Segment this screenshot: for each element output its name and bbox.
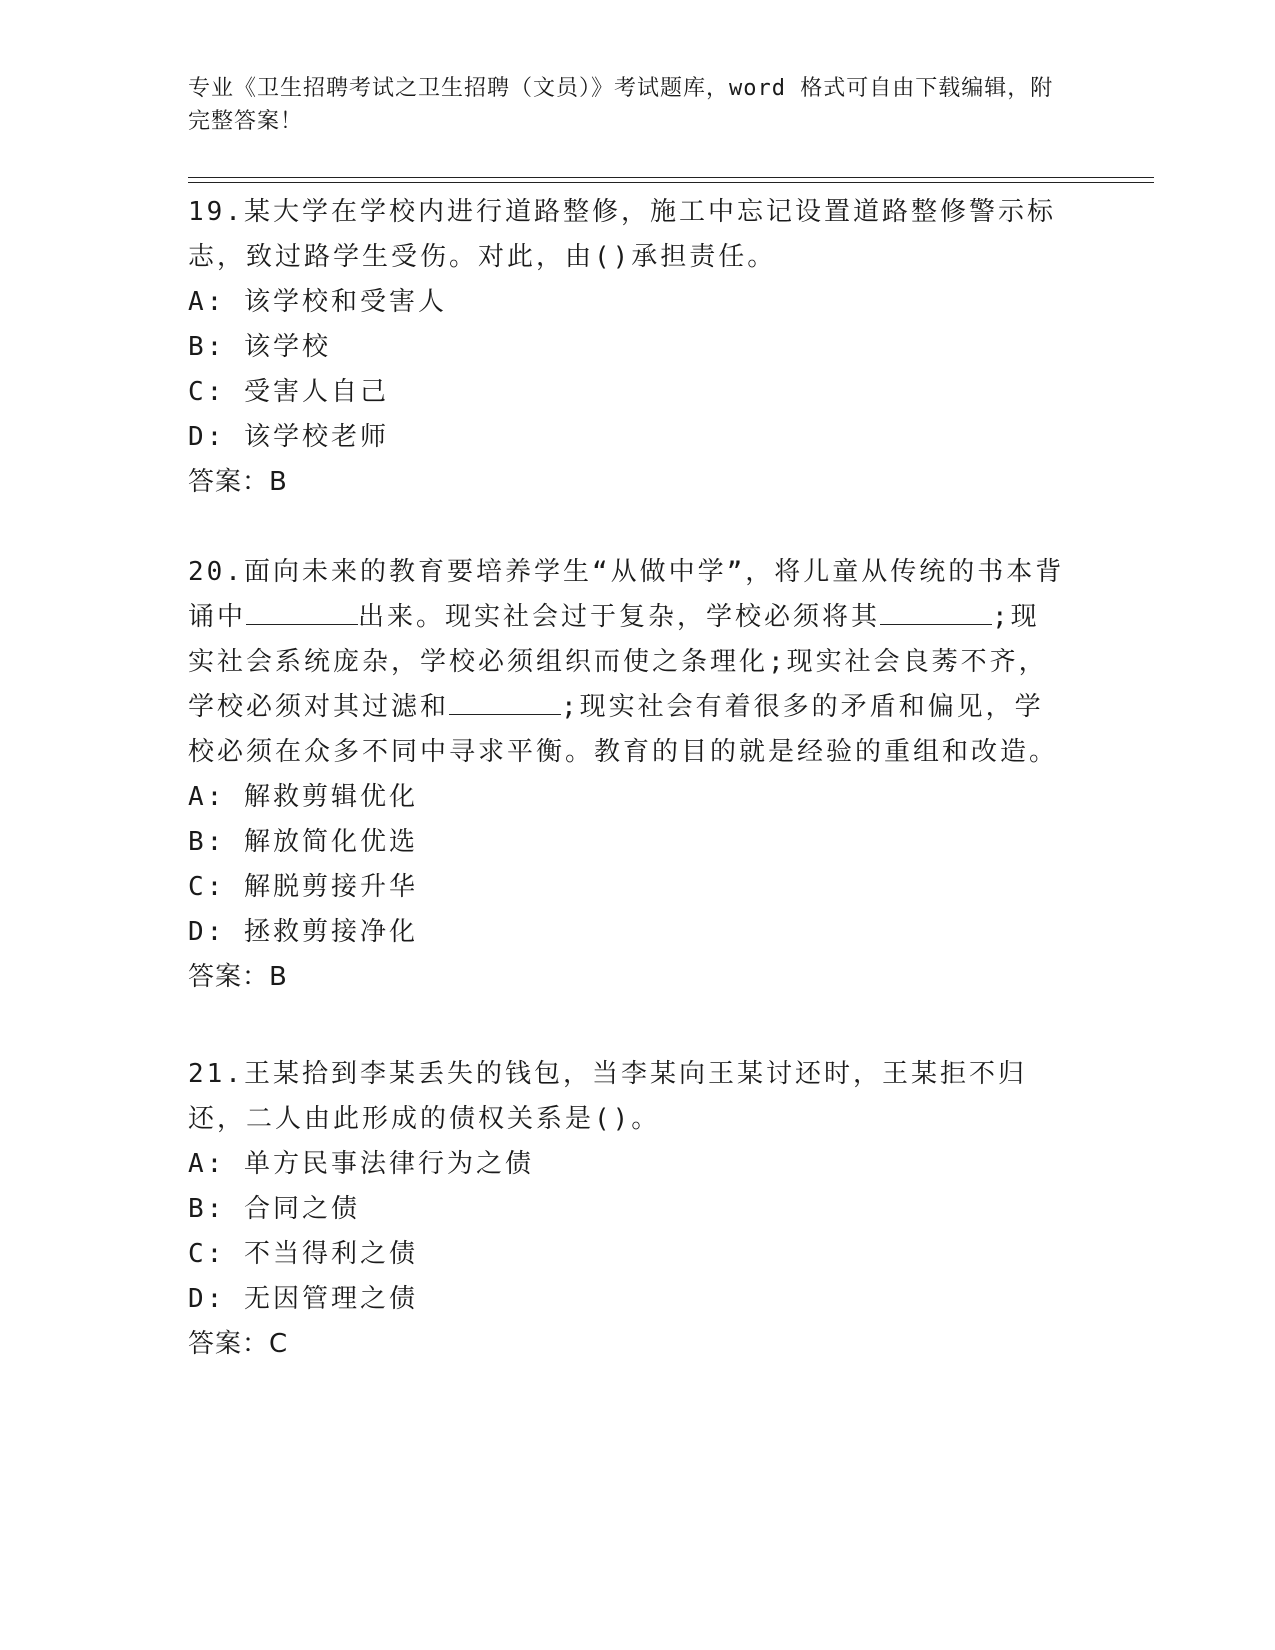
option-a: A: 单方民事法律行为之债 [188,1149,534,1179]
option-a: A: 该学校和受害人 [188,287,447,317]
question-19 [188,190,1068,505]
fill-blank-3 [449,686,561,715]
option-b: B: 解放简化优选 [188,827,418,857]
answer: 答案：C [188,1329,289,1359]
document-header: 专业《卫生招聘考试之卫生招聘（文员）》考试题库，word 格式可自由下载编辑，附完整答案！ [188,76,1054,134]
fill-blank-2 [880,596,992,625]
option-c: C: 解脱剪接升华 [188,872,418,902]
option-c: C: 受害人自己 [188,377,389,407]
option-a: A: 解救剪辑优化 [188,782,418,812]
stem-part-4: ;现实社会有着很多的矛盾和偏见，学校必须在众多不同中寻求平衡。教育的目的就是经验的重组和改造。 [188,692,1059,767]
answer: 答案：B [188,962,288,992]
stem-part-3: ;现实社会系统庞杂，学校必须组织而使之条理化;现实社会良莠不齐，学校必须对其过滤和 [188,602,1048,722]
stem-part-1: 20.面向未来的教育要培养学生“从做中学”，将儿童从传统的书本背诵中 [188,557,1065,632]
question-21 [188,1052,1068,1367]
answer: 答案：B [188,467,288,497]
question-stem: 21.王某拾到李某丢失的钱包，当李某向王某讨还时，王某拒不归还，二人由此形成的债权关系是()。 [188,1059,1027,1134]
question-20 [188,550,1068,1000]
option-d: D: 无因管理之债 [188,1284,418,1314]
option-d: D: 拯救剪接净化 [188,917,418,947]
question-stem: 19.某大学在学校内进行道路整修，施工中忘记设置道路整修警示标志，致过路学生受伤。对此，由()承担责任。 [188,197,1056,272]
option-b: B: 该学校 [188,332,331,362]
stem-part-2: 出来。现实社会过于复杂，学校必须将其 [358,602,881,632]
option-c: C: 不当得利之债 [188,1239,418,1269]
option-b: B: 合同之债 [188,1194,360,1224]
header-divider-top [188,177,1154,178]
option-d: D: 该学校老师 [188,422,389,452]
fill-blank-1 [246,596,358,625]
header-divider-bottom [188,182,1154,183]
question-stem [188,550,1068,775]
